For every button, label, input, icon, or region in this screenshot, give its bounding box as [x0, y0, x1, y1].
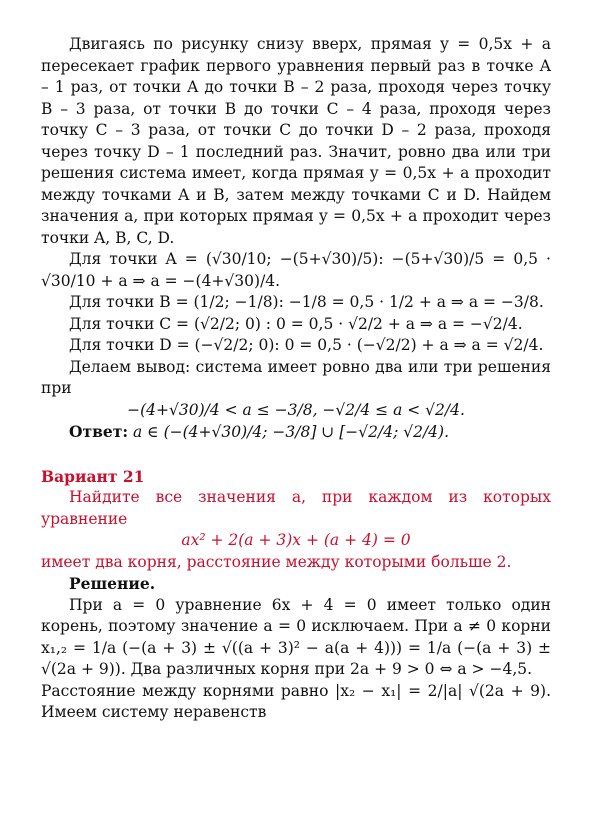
task-end: имеет два корня, расстояние между которыми больше 2. [41, 552, 512, 571]
point-b-line: Для точки B = (1/2; −1/8): −1/8 = 0,5 · 1/2 + a ⇒ a = −3/8. [69, 293, 544, 311]
answer-line [41, 421, 551, 444]
solution-paragraph-2: Расстояние между корнями равно |x₂ − x₁| = 2/|a| √(2a + 9). Имеем систему неравенств [41, 681, 551, 721]
task-intro: Найдите все значения a, при каждом из которых уравнение [41, 488, 551, 528]
inequality-line: −(4+√30)/4 < a ≤ −3/8, −√2/4 ≤ a < √2/4. [127, 400, 465, 419]
conclusion-line: Делаем вывод: система имеет ровно два или три решения при [41, 357, 551, 397]
answer-value: a ∈ (−(4+√30)/4; −3/8] ∪ [−√2/4; √2/4). [133, 423, 450, 441]
solution-paragraph-1: При a = 0 уравнение 6x + 4 = 0 имеет только один корень, поэтому значение a = 0 исключаем. При a ≠ 0 корни x₁,₂ = 1/a (−(a + 3) ± √((a + 3)² − a(a + 4))) = 1/a (−(a + 3) ± √(2a + 9)). Два различных корня при 2a + 9 > 0 ⇔ a > −4,5. [41, 595, 551, 678]
solution-label: Решение. [69, 574, 156, 593]
answer-label: Ответ: [69, 422, 129, 441]
document-page [41, 34, 551, 724]
point-d-line: Для точки D = (−√2/2; 0): 0 = 0,5 · (−√2/2) + a ⇒ a = √2/4. [69, 336, 544, 354]
solution-paragraph: Двигаясь по рисунку снизу вверх, прямая y = 0,5x + a пересекает график первого уравнения первый раз в точке A – 1 раз, от точки A до точки B – 2 раза, проходя через точку B – 3 раза, от точки B до точки C – 4 раза, проходя через точку C – 3 раза, от точки C до точки D – 2 раза, проходя через точку D – 1 последний раз. Значит, ровно два или три решения система имеет, когда прямая y = 0,5x + a проходит между точками A и B, затем между точками C и D. Найдем значения a, при которых прямая y = 0,5x + a проходит через точки A, B, C, D. [41, 35, 551, 247]
task-equation: ax² + 2(a + 3)x + (a + 4) = 0 [181, 531, 411, 549]
point-a-line: Для точки A = (√30/10; −(5+√30)/5): −(5+√30)/5 = 0,5 · √30/10 + a ⇒ a = −(4+√30)/4. [41, 250, 551, 290]
section-gap [41, 444, 551, 466]
variant-title: Вариант 21 [41, 466, 145, 486]
point-c-line: Для точки C = (√2/2; 0) : 0 = 0,5 · √2/2 + a ⇒ a = −√2/4. [69, 314, 523, 333]
